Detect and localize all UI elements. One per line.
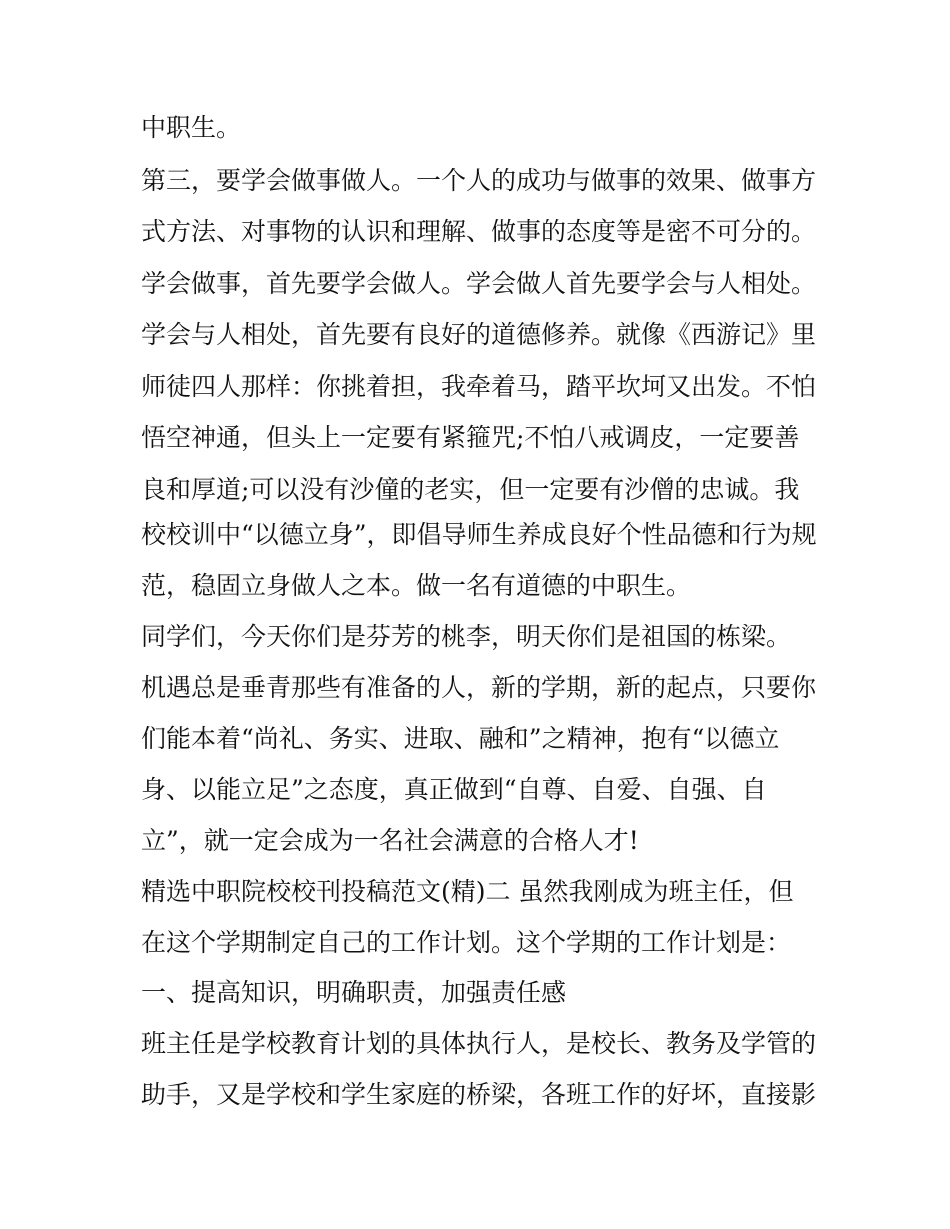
text-line-15: 立”，就一定会成为一名社会满意的合格人才! [141, 826, 639, 855]
text-line-19: 班主任是学校教育计划的具体执行人，是校长、教务及学管的 [141, 1029, 817, 1058]
text-line-10: 范，稳固立身做人之本。做一名有道德的中职生。 [141, 571, 692, 600]
text-line-5: 学会与人相处，首先要有良好的道德修养。就像《西游记》里 [141, 320, 817, 349]
text-line-6: 师徒四人那样：你挑着担，我牵着马，踏平坎坷又出发。不怕 [141, 372, 817, 401]
text-line-8: 良和厚道;可以没有沙僮的老实，但一定要有沙僧的忠诚。我 [141, 475, 800, 504]
text-line-13: 们能本着“尚礼、务实、进取、融和”之精神，抱有“以德立 [141, 724, 780, 753]
text-line-20: 助手，又是学校和学生家庭的桥梁，各班工作的好坏，直接影 [141, 1080, 817, 1109]
text-line-18: 一、提高知识，明确职责，加强责任感 [141, 978, 567, 1007]
text-line-14: 身、以能立足”之态度，真正做到“自尊、自爱、自强、自 [141, 775, 767, 804]
text-line-16: 精选中职院校校刊投稿范文(精)二 虽然我刚成为班主任，但 [141, 877, 794, 906]
text-line-17: 在这个学期制定自己的工作计划。这个学期的工作计划是： [141, 928, 792, 957]
text-line-1: 中职生。 [141, 113, 242, 142]
text-line-2: 第三，要学会做事做人。一个人的成功与做事的效果、做事方 [141, 166, 817, 195]
text-line-4: 学会做事，首先要学会做人。学会做人首先要学会与人相处。 [141, 269, 817, 298]
text-line-3: 式方法、对事物的认识和理解、做事的态度等是密不可分的。 [141, 217, 817, 246]
text-line-9: 校校训中“以德立身”，即倡导师生养成良好个性品德和行为规 [141, 520, 817, 549]
text-line-7: 悟空神通，但头上一定要有紧箍咒;不怕八戒调皮，一定要善 [141, 423, 800, 452]
text-line-11: 同学们，今天你们是芬芳的桃李，明天你们是祖国的栋梁。 [141, 622, 792, 651]
text-line-12: 机遇总是垂青那些有准备的人，新的学期，新的起点，只要你 [141, 673, 817, 702]
